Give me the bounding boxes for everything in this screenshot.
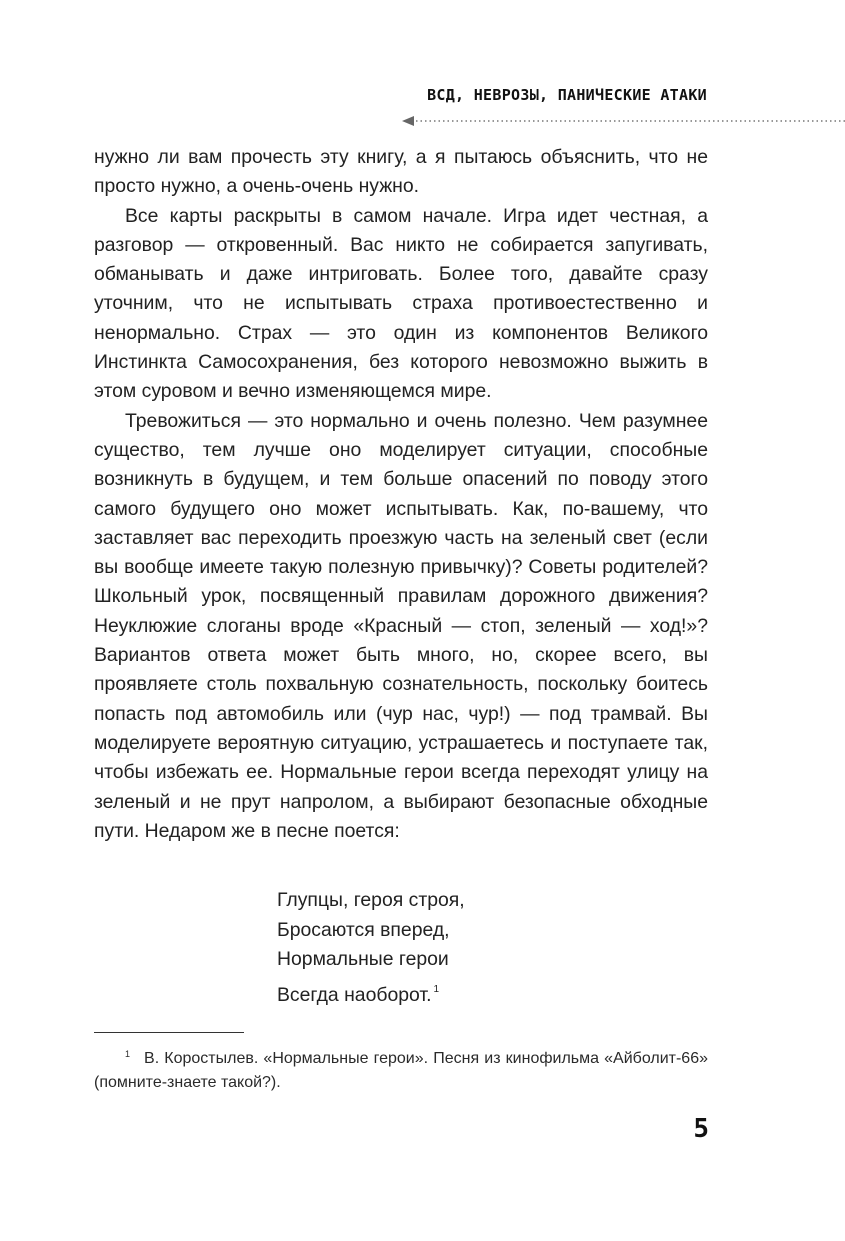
page-number: 5	[693, 1114, 709, 1144]
running-title: ВСД, НЕВРОЗЫ, ПАНИЧЕСКИЕ АТАКИ	[427, 86, 707, 104]
footnote-separator	[94, 1032, 244, 1033]
verse-line-text: Всегда наоборот.	[277, 983, 432, 1006]
arrow-left-icon	[402, 116, 414, 126]
body-text	[94, 143, 708, 846]
verse-line: Бросаются вперед,	[277, 918, 450, 941]
footnote-reference[interactable]: 1	[433, 983, 440, 995]
header-arrow-rule	[402, 114, 845, 128]
paragraph: Тревожиться — это нормально и очень полезно. Чем разумнее существо, тем лучше оно моделирует ситуации, способные возникнуть в будущем, и тем больше опасений по поводу этого самого будущего оно может испытывать. Как, по-вашему, что заставляет вас переходить проезжую часть на зеленый свет (если вы вообще имеете такую полезную привычку)? Советы родителей? Школьный урок, посвященный правилам дорожного движения? Неуклюжие слоганы вроде «Красный — стоп, зеленый — ход!»? Вариантов ответа может быть много, но, скорее всего, вы проявляете столь похвальную сознательность, поскольку боитесь попасть под автомобиль или (чур нас, чур!) — под трамвай. Вы моделируете вероятную ситуацию, устрашаетесь и поступаете так, чтобы избежать ее. Нормальные герои всегда переходят улицу на зеленый и не прут напролом, а выбирают безопасные обходные пути. Недаром же в песне поется:	[94, 409, 708, 842]
verse-quote	[277, 886, 465, 1010]
verse-line: Нормальные герои	[277, 948, 449, 970]
paragraph: Все карты раскрыты в самом начале. Игра идет честная, а разговор — откровенный. Вас никто не собирается запугивать, обманывать и даже интриговать. Более того, давайте сразу уточним, что не испытывать страха противоестественно и ненормально. Страх — это один из компонентов Великого Инстинкта Самосохранения, без которого невозможно выжить в этом суровом и вечно изменяющемся мире.	[94, 204, 708, 403]
verse-line-last	[277, 975, 465, 1011]
footnote	[94, 1042, 708, 1095]
footnote-text: В. Коростылев. «Нормальные герои». Песня из кинофильма «Айболит-66» (помните-знаете такой?).	[94, 1050, 708, 1091]
footnote-marker: 1	[125, 1049, 131, 1059]
verse-line: Глупцы, героя строя,	[277, 889, 465, 911]
paragraph-continuation: нужно ли вам прочесть эту книгу, а я пытаюсь объяснить, что не просто нужно, а очень-очень нужно.	[94, 146, 708, 198]
